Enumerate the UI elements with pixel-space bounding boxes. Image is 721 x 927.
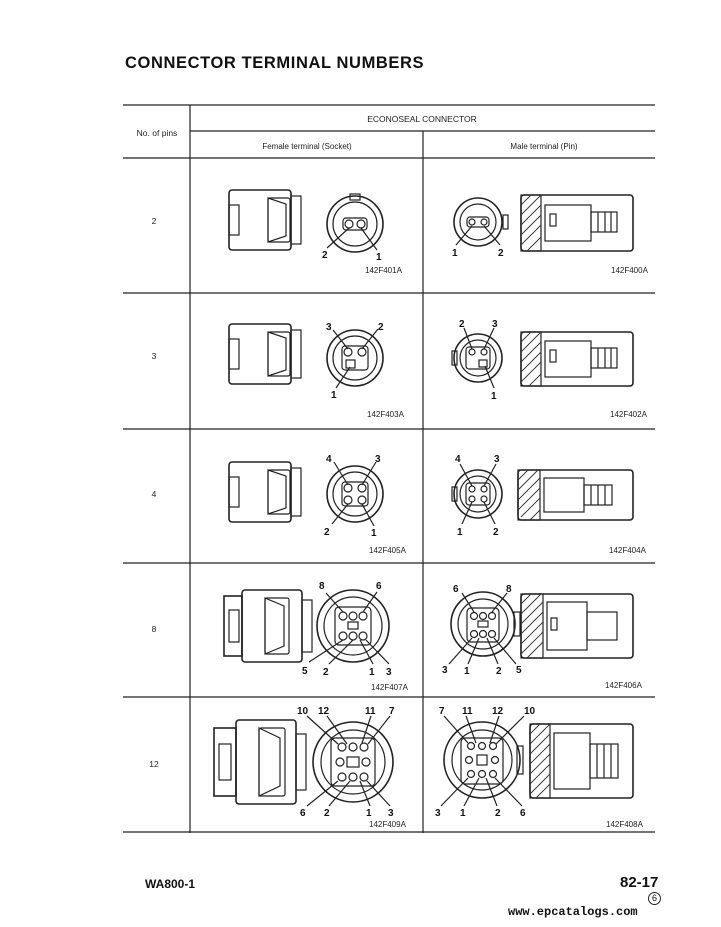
- leader-line: [464, 778, 479, 806]
- leader-line: [484, 464, 496, 486]
- leader-line: [362, 716, 371, 743]
- male-connector-3-pin: [452, 332, 633, 386]
- female-connector-4-pin: [229, 462, 383, 522]
- male-connector-8-pin: [451, 592, 633, 658]
- model-number: WA800-1: [145, 877, 196, 891]
- pin-label: 6: [376, 581, 382, 592]
- pin-label: 6: [300, 808, 306, 819]
- female-header: Female terminal (Socket): [262, 142, 352, 151]
- pin-label: 6: [520, 808, 526, 819]
- female-code-4: 142F405A: [369, 546, 406, 555]
- pin-label: 3: [442, 665, 448, 676]
- pin-label: 2: [498, 248, 504, 259]
- male-code-3: 142F402A: [610, 410, 647, 419]
- pins-header: No. of pins: [136, 128, 178, 138]
- pin-label: 1: [371, 528, 377, 539]
- pin-label: 1: [376, 252, 382, 263]
- pin-label: 2: [324, 808, 330, 819]
- leader-line: [466, 716, 476, 743]
- pin-label: 2: [323, 667, 329, 678]
- pin-label: 3: [492, 319, 498, 330]
- pin-count-2: 2: [151, 216, 157, 226]
- pin-label: 2: [459, 319, 465, 330]
- leader-line: [490, 716, 499, 743]
- male-connector-4-pin: [452, 470, 633, 520]
- leader-line: [361, 228, 377, 250]
- pin-label: 10: [297, 706, 309, 717]
- pin-count-4: 4: [151, 489, 157, 499]
- pin-label: 2: [496, 666, 502, 677]
- pin-label: 12: [318, 706, 330, 717]
- pin-label: 1: [366, 808, 372, 819]
- female-connector-3-pin: [229, 324, 383, 386]
- female-code-8: 142F407A: [371, 683, 408, 692]
- leader-line: [441, 778, 468, 806]
- leader-line: [449, 638, 472, 664]
- pin-label: 2: [378, 322, 384, 333]
- female-connector-12-pin: [214, 720, 393, 804]
- female-code-12: 142F409A: [369, 820, 406, 829]
- pin-label: 2: [324, 527, 330, 538]
- pin-label: 2: [322, 250, 328, 261]
- male-code-2: 142F400A: [611, 266, 648, 275]
- pin-label: 3: [388, 808, 394, 819]
- pin-label: 10: [524, 706, 536, 717]
- pin-label: 1: [460, 808, 466, 819]
- pin-label: 5: [302, 666, 308, 677]
- male-code-8: 142F406A: [605, 681, 642, 690]
- leader-line: [495, 778, 522, 806]
- male-connector-2-pin: [454, 195, 633, 251]
- pin-label: 11: [462, 706, 473, 717]
- page-number: 82-17: [620, 874, 659, 891]
- pin-label: 5: [516, 665, 522, 676]
- leader-line: [307, 781, 338, 806]
- pin-label: 3: [494, 454, 500, 465]
- pin-label: 2: [493, 527, 499, 538]
- leader-line: [494, 638, 516, 664]
- pin-label: 3: [435, 808, 441, 819]
- pin-label: 2: [495, 808, 501, 819]
- pin-label: 3: [375, 454, 381, 465]
- leader-line: [460, 464, 472, 486]
- pin-label: 1: [369, 667, 375, 678]
- pin-label: 8: [319, 581, 325, 592]
- pin-label: 1: [464, 666, 470, 677]
- pin-label: 7: [439, 706, 445, 717]
- connector-header: ECONOSEAL CONNECTOR: [367, 114, 477, 124]
- leader-line: [307, 716, 338, 744]
- pin-label: 3: [326, 322, 332, 333]
- leader-line: [333, 330, 348, 349]
- pin-label: 8: [506, 584, 512, 595]
- pin-label: 1: [452, 248, 458, 259]
- female-code-3: 142F403A: [367, 410, 404, 419]
- page-title: CONNECTOR TERMINAL NUMBERS: [125, 54, 425, 72]
- female-connector-2-pin: [229, 190, 383, 252]
- leader-line: [366, 640, 389, 664]
- leader-line: [444, 716, 468, 743]
- pin-label: 4: [326, 454, 332, 465]
- male-code-12: 142F408A: [606, 820, 643, 829]
- pin-count-3: 3: [151, 351, 157, 361]
- pin-label: 4: [455, 454, 461, 465]
- pin-label: 6: [453, 584, 459, 595]
- leader-line: [496, 716, 524, 744]
- pin-label: 1: [457, 527, 463, 538]
- pin-label: 7: [389, 706, 395, 717]
- pin-label: 1: [491, 391, 497, 402]
- leader-line: [486, 778, 497, 806]
- pin-label: 11: [365, 706, 376, 717]
- female-code-2: 142F401A: [365, 266, 402, 275]
- pin-label: 3: [386, 667, 392, 678]
- pin-count-8: 8: [151, 624, 157, 634]
- pin-count-12: 12: [149, 759, 159, 769]
- male-code-4: 142F404A: [609, 546, 646, 555]
- pin-label: 12: [492, 706, 504, 717]
- revision-mark: 6: [648, 892, 661, 905]
- female-connector-8-pin: [224, 590, 389, 662]
- male-header: Male terminal (Pin): [510, 142, 578, 151]
- website-watermark: www.epcatalogs.com: [508, 905, 638, 919]
- pin-label: 1: [331, 390, 337, 401]
- leader-line: [360, 781, 370, 806]
